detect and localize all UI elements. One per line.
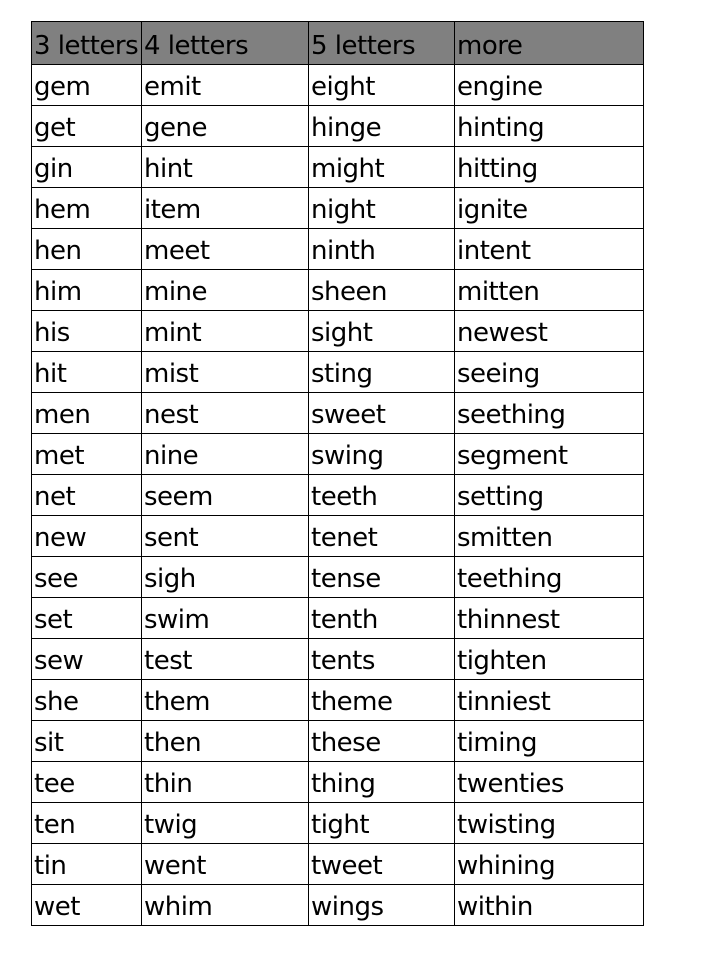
header-3-letters: 3 letters (32, 22, 142, 65)
word-cell-3-letters: sew (32, 639, 142, 680)
table-row (32, 885, 644, 926)
word-cell-3-letters: him (32, 270, 142, 311)
word-cell-4-letters: seem (142, 475, 309, 516)
word-cell-4-letters: twig (142, 803, 309, 844)
word-cell-4-letters: hint (142, 147, 309, 188)
word-cell-more: hinting (455, 106, 644, 147)
word-cell-4-letters: gene (142, 106, 309, 147)
table-row (32, 434, 644, 475)
word-cell-more: twenties (455, 762, 644, 803)
word-cell-more: timing (455, 721, 644, 762)
table-row (32, 393, 644, 434)
word-cell-3-letters: get (32, 106, 142, 147)
word-cell-5-letters: theme (309, 680, 455, 721)
word-cell-5-letters: swing (309, 434, 455, 475)
word-cell-4-letters: then (142, 721, 309, 762)
word-cell-more: twisting (455, 803, 644, 844)
table-row (32, 475, 644, 516)
word-cell-3-letters: she (32, 680, 142, 721)
word-cell-5-letters: wings (309, 885, 455, 926)
word-cell-more: segment (455, 434, 644, 475)
word-cell-5-letters: tents (309, 639, 455, 680)
word-cell-5-letters: tenth (309, 598, 455, 639)
table-row (32, 844, 644, 885)
word-cell-more: intent (455, 229, 644, 270)
word-cell-3-letters: hem (32, 188, 142, 229)
word-cell-3-letters: tin (32, 844, 142, 885)
word-cell-3-letters: set (32, 598, 142, 639)
word-cell-4-letters: test (142, 639, 309, 680)
word-cell-more: mitten (455, 270, 644, 311)
word-cell-4-letters: mint (142, 311, 309, 352)
word-cell-4-letters: thin (142, 762, 309, 803)
word-cell-4-letters: nine (142, 434, 309, 475)
word-cell-more: tighten (455, 639, 644, 680)
table-row (32, 311, 644, 352)
table-row (32, 557, 644, 598)
table-row (32, 516, 644, 557)
word-cell-3-letters: his (32, 311, 142, 352)
word-cell-4-letters: whim (142, 885, 309, 926)
word-cell-5-letters: night (309, 188, 455, 229)
word-cell-more: setting (455, 475, 644, 516)
word-cell-more: engine (455, 65, 644, 106)
word-cell-5-letters: tight (309, 803, 455, 844)
word-cell-5-letters: tense (309, 557, 455, 598)
table-row (32, 229, 644, 270)
word-cell-3-letters: ten (32, 803, 142, 844)
word-cell-4-letters: sigh (142, 557, 309, 598)
header-more: more (455, 22, 644, 65)
table-row (32, 762, 644, 803)
word-cell-3-letters: new (32, 516, 142, 557)
table-row (32, 270, 644, 311)
word-cell-3-letters: sit (32, 721, 142, 762)
header-4-letters: 4 letters (142, 22, 309, 65)
word-cell-4-letters: mine (142, 270, 309, 311)
word-cell-5-letters: eight (309, 65, 455, 106)
table-row (32, 188, 644, 229)
word-cell-5-letters: these (309, 721, 455, 762)
word-cell-5-letters: sight (309, 311, 455, 352)
word-cell-3-letters: met (32, 434, 142, 475)
word-cell-5-letters: thing (309, 762, 455, 803)
table-row (32, 680, 644, 721)
word-cell-more: whining (455, 844, 644, 885)
word-cell-more: ignite (455, 188, 644, 229)
word-cell-5-letters: tweet (309, 844, 455, 885)
word-cell-3-letters: hit (32, 352, 142, 393)
word-cell-3-letters: men (32, 393, 142, 434)
table-row (32, 721, 644, 762)
word-list-table (31, 21, 644, 926)
word-cell-3-letters: hen (32, 229, 142, 270)
header-row (32, 22, 644, 65)
word-cell-3-letters: see (32, 557, 142, 598)
word-cell-more: newest (455, 311, 644, 352)
table-row (32, 352, 644, 393)
word-cell-more: smitten (455, 516, 644, 557)
word-cell-5-letters: hinge (309, 106, 455, 147)
word-cell-3-letters: gin (32, 147, 142, 188)
word-cell-5-letters: sheen (309, 270, 455, 311)
table-row (32, 106, 644, 147)
table-row (32, 803, 644, 844)
word-cell-3-letters: tee (32, 762, 142, 803)
word-cell-3-letters: net (32, 475, 142, 516)
word-cell-4-letters: mist (142, 352, 309, 393)
table-row (32, 639, 644, 680)
word-cell-more: seething (455, 393, 644, 434)
word-cell-4-letters: went (142, 844, 309, 885)
word-cell-3-letters: wet (32, 885, 142, 926)
word-cell-5-letters: teeth (309, 475, 455, 516)
table-row (32, 147, 644, 188)
word-cell-5-letters: sting (309, 352, 455, 393)
word-cell-4-letters: nest (142, 393, 309, 434)
word-cell-more: seeing (455, 352, 644, 393)
word-cell-4-letters: emit (142, 65, 309, 106)
table-row (32, 598, 644, 639)
table-row (32, 65, 644, 106)
word-cell-5-letters: might (309, 147, 455, 188)
word-cell-4-letters: swim (142, 598, 309, 639)
word-cell-more: hitting (455, 147, 644, 188)
word-cell-more: teething (455, 557, 644, 598)
word-cell-more: within (455, 885, 644, 926)
word-cell-more: thinnest (455, 598, 644, 639)
word-cell-5-letters: tenet (309, 516, 455, 557)
word-cell-3-letters: gem (32, 65, 142, 106)
word-cell-4-letters: sent (142, 516, 309, 557)
word-cell-4-letters: them (142, 680, 309, 721)
word-cell-more: tinniest (455, 680, 644, 721)
word-cell-4-letters: meet (142, 229, 309, 270)
word-cell-5-letters: sweet (309, 393, 455, 434)
word-cell-5-letters: ninth (309, 229, 455, 270)
word-cell-4-letters: item (142, 188, 309, 229)
header-5-letters: 5 letters (309, 22, 455, 65)
